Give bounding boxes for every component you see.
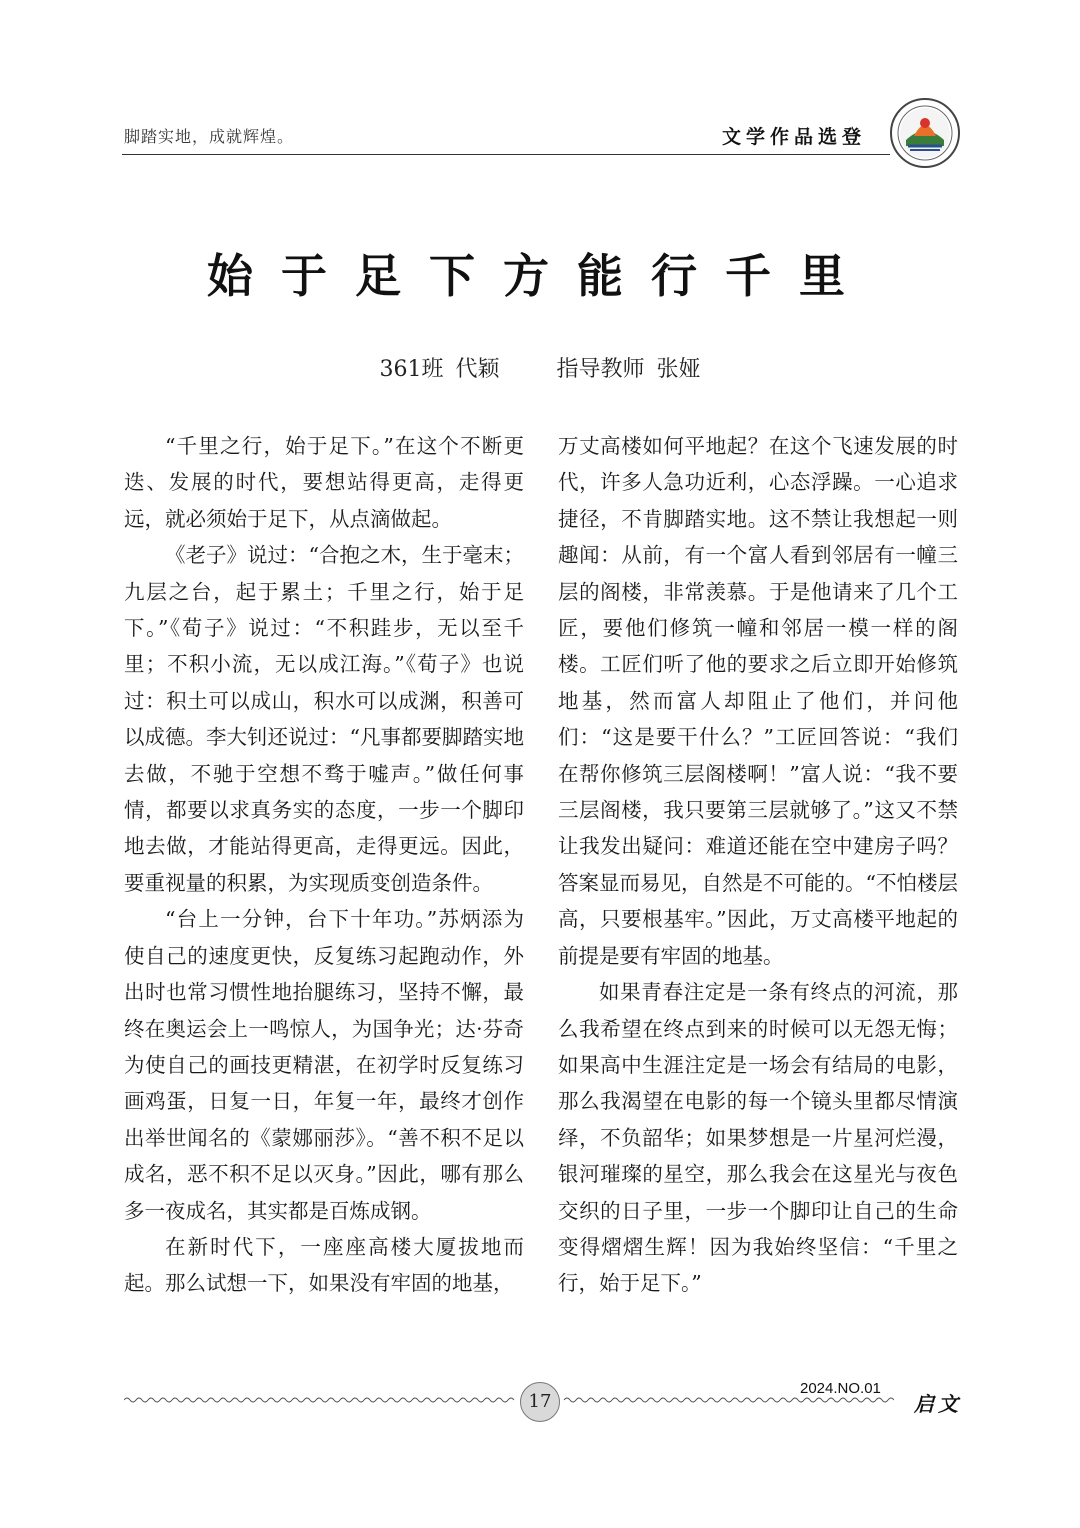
page-number: 17 xyxy=(520,1382,560,1422)
author-class: 361班 xyxy=(379,357,444,382)
school-emblem-icon xyxy=(888,96,962,170)
article-title: 始于足下方能行千里 xyxy=(207,249,873,303)
author-name: 代颖 xyxy=(455,357,500,382)
right-column xyxy=(558,428,958,1302)
teacher-name: 张娅 xyxy=(656,357,701,382)
teacher-label: 指导教师 xyxy=(556,357,645,382)
paragraph: 《老子》说过：“合抱之木，生于毫末；九层之台，起于累土；千里之行，始于足下。”《荀子》说过：“不积跬步，无以至千里；不积小流，无以成江海。”《荀子》也说过：积土可以成山，积水可以成渊，积善可以成德。李大钊还说过：“凡事都要脚踏实地去做，不驰于空想不骛于嘘声。”做任何事情，都要以求真务实的态度，一步一个脚印地去做，才能站得更高，走得更远。因此，要重视量的积累，为实现质变创造条件。 xyxy=(124,543,524,895)
paragraph: 如果青春注定是一条有终点的河流，那么我希望在终点到来的时候可以无怨无悔；如果高中生涯注定是一场会有结局的电影，那么我渴望在电影的每一个镜头里都尽情演绎，不负韶华；如果梦想是一片星河烂漫，银河璀璨的星空，那么我会在这星光与夜色交织的日子里，一步一个脚印让自己的生命变得熠熠生辉！因为我始终坚信：“千里之行，始于足下。” xyxy=(558,980,958,1296)
left-column xyxy=(124,428,524,1302)
issue-number: 2024.NO.01 xyxy=(800,1380,881,1397)
paragraph: 在新时代下，一座座高楼大厦拔地而起。那么试想一下，如果没有牢固的地基， xyxy=(124,1234,524,1296)
header-slogan: 脚踏实地，成就辉煌。 xyxy=(124,127,295,146)
footer-wave-rule xyxy=(124,1390,894,1410)
byline xyxy=(0,352,1080,383)
paragraph: “千里之行，始于足下。”在这个不断更迭、发展的时代，要想站得更高，走得更远，就必须始于足下，从点滴做起。 xyxy=(124,434,524,531)
header-divider xyxy=(122,154,890,155)
section-title: 文学作品选登 xyxy=(722,126,867,148)
paragraph-continued: 万丈高楼如何平地起？在这个飞速发展的时代，许多人急功近利，心态浮躁。一心追求捷径，不肯脚踏实地。这不禁让我想起一则趣闻：从前，有一个富人看到邻居有一幢三层的阁楼，非常羡慕。于是他请来了几个工匠，要他们修筑一幢和邻居一模一样的阁楼。工匠们听了他的要求之后立即开始修筑地基，然而富人却阻止了他们，并问他们：“这是要干什么？”工匠回答说：“我们在帮你修筑三层阁楼啊！”富人说：“我不要三层阁楼，我只要第三层就够了。”这又不禁让我发出疑问：难道还能在空中建房子吗？答案显而易见，自然是不可能的。“不怕楼层高，只要根基牢。”因此，万丈高楼平地起的前提是要有牢固的地基。 xyxy=(558,434,958,968)
magazine-name: 启文 xyxy=(914,1392,962,1416)
paragraph: “台上一分钟，台下十年功。”苏炳添为使自己的速度更快，反复练习起跑动作，外出时也常习惯性地抬腿练习，坚持不懈，最终在奥运会上一鸣惊人，为国争光；达·芬奇为使自己的画技更精湛，在初学时反复练习画鸡蛋，日复一日，年复一年，最终才创作出举世闻名的《蒙娜丽莎》。“善不积不足以成名，恶不积不足以灭身。”因此，哪有那么多一夜成名，其实都是百炼成钢。 xyxy=(124,907,524,1223)
